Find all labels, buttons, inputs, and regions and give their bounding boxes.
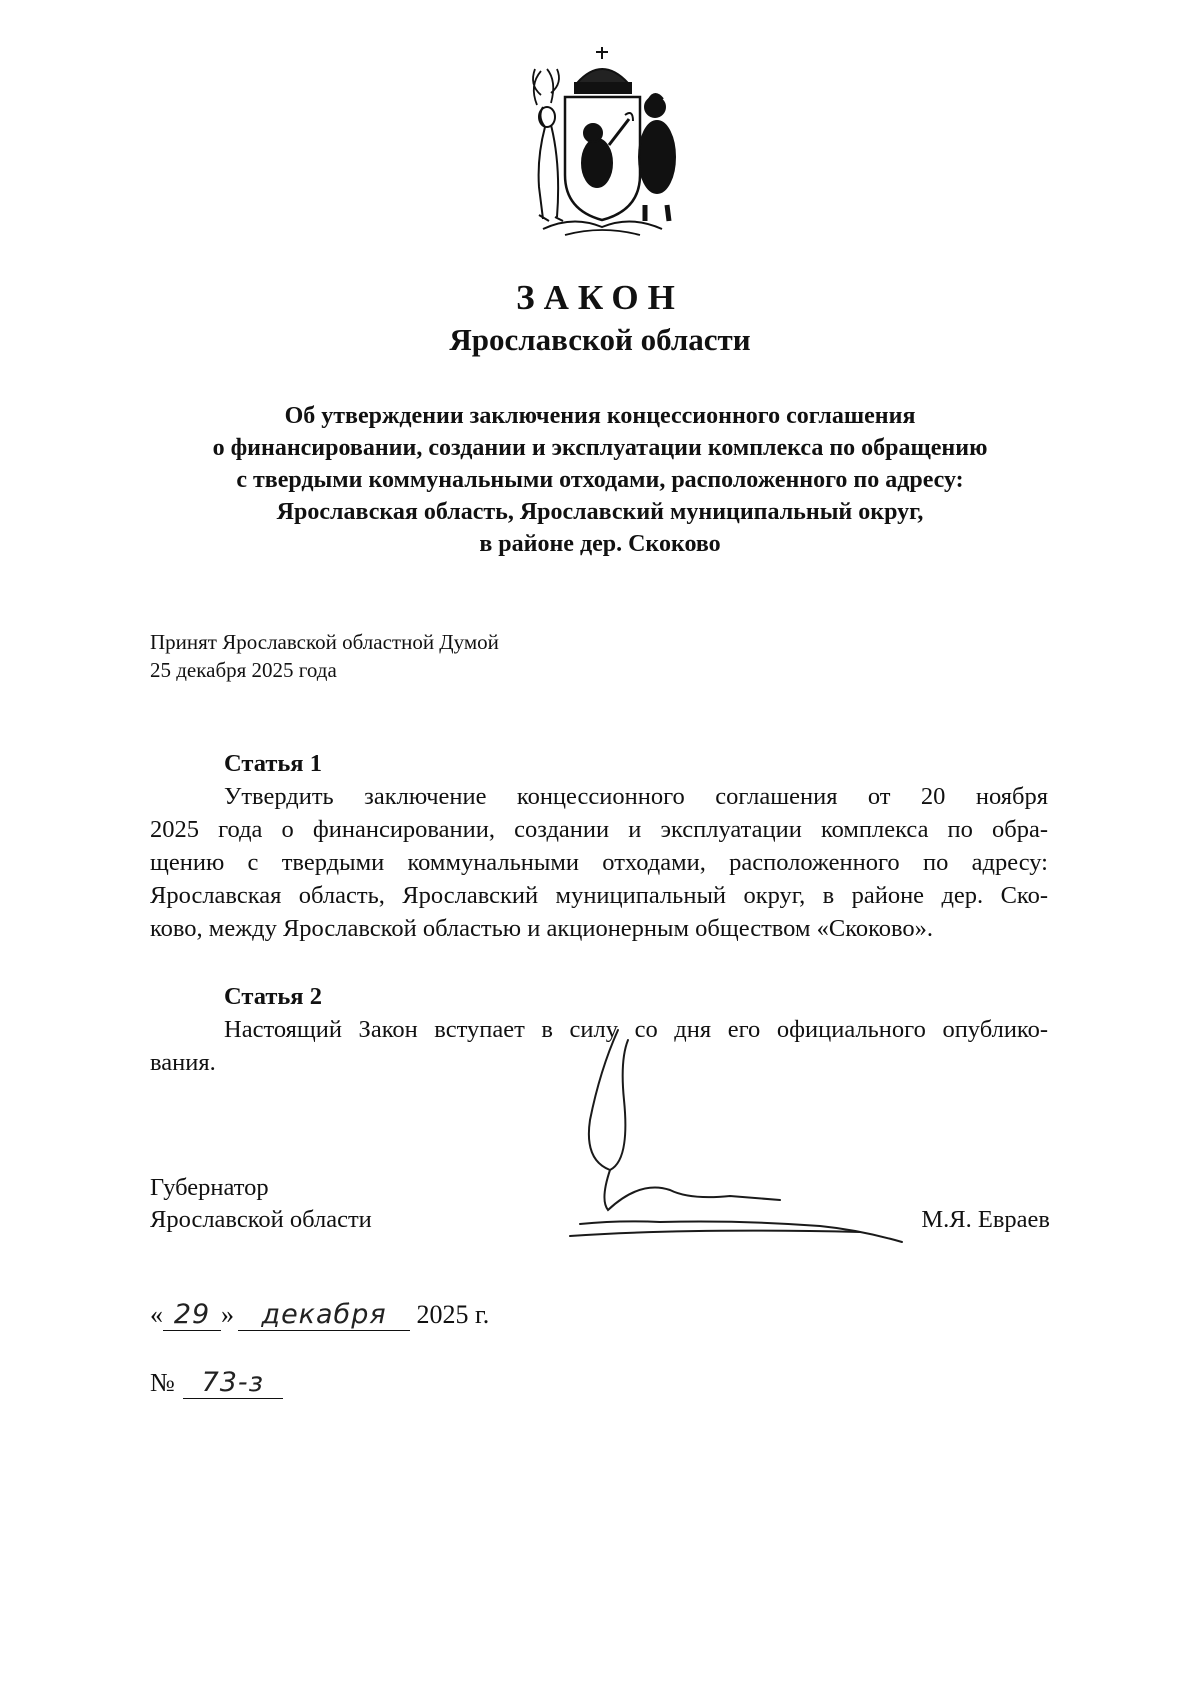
document-title: ЗАКОН [516,278,684,317]
article-text-line: вания. [150,1049,216,1076]
article-text-line: Настоящий Закон вступает в силу со дня его официального опублико- [224,1016,1048,1043]
law-name [150,400,1050,560]
signer-position-line: Ярославской области [150,1206,372,1233]
adoption-body: Принят Ярославской областной Думой [150,630,499,654]
article-text-line: Утвердить заключение концессионного соглашения от 20 ноября [224,783,1048,810]
governor-signature-icon [540,1010,960,1270]
law-number-handwritten: 73-з [201,1367,265,1398]
article-text-line: Ярославская область, Ярославский муниципальный округ, в районе дер. Ско- [150,882,1048,909]
article-heading: Статья 2 [224,983,322,1010]
law-name-line: Об утверждении заключения концессионного соглашения [284,403,916,429]
article-text-line: 2025 года о финансировании, создании и эксплуатации комплекса по обра- [150,816,1048,843]
law-number [150,1363,283,1403]
adoption-note [150,628,499,684]
yaroslavl-coat-of-arms-icon [525,45,680,245]
adoption-date: 25 декабря 2025 года [150,658,337,682]
signer-position-line: Губернатор [150,1174,269,1201]
signing-date [150,1295,489,1335]
law-name-line: в районе дер. Скоково [479,531,721,557]
document-subtitle: Ярославской области [449,322,751,357]
date-year: 2025 г. [416,1300,490,1329]
law-name-line: Ярославская область, Ярославский муниципальный округ, [276,499,924,525]
date-day-handwritten: 29 [173,1299,211,1330]
signer-name: М.Я. Евраев [921,1206,1050,1233]
number-sign: № [150,1368,175,1397]
law-name-line: с твердыми коммунальными отходами, расположенного по адресу: [236,467,964,493]
article-heading: Статья 1 [224,750,322,777]
date-open-quote: « [150,1300,163,1329]
signer-position [150,1172,372,1236]
date-month-handwritten: декабря [261,1299,387,1330]
article-1 [150,747,1048,945]
article-text-line: ково, между Ярославской областью и акционерным обществом «Скоково». [150,915,934,942]
article-text-line: щению с твердыми коммунальными отходами, расположенного по адресу: [150,849,1048,876]
date-close-quote: » [221,1300,234,1329]
law-name-line: о финансировании, создании и эксплуатации комплекса по обращению [212,435,988,461]
